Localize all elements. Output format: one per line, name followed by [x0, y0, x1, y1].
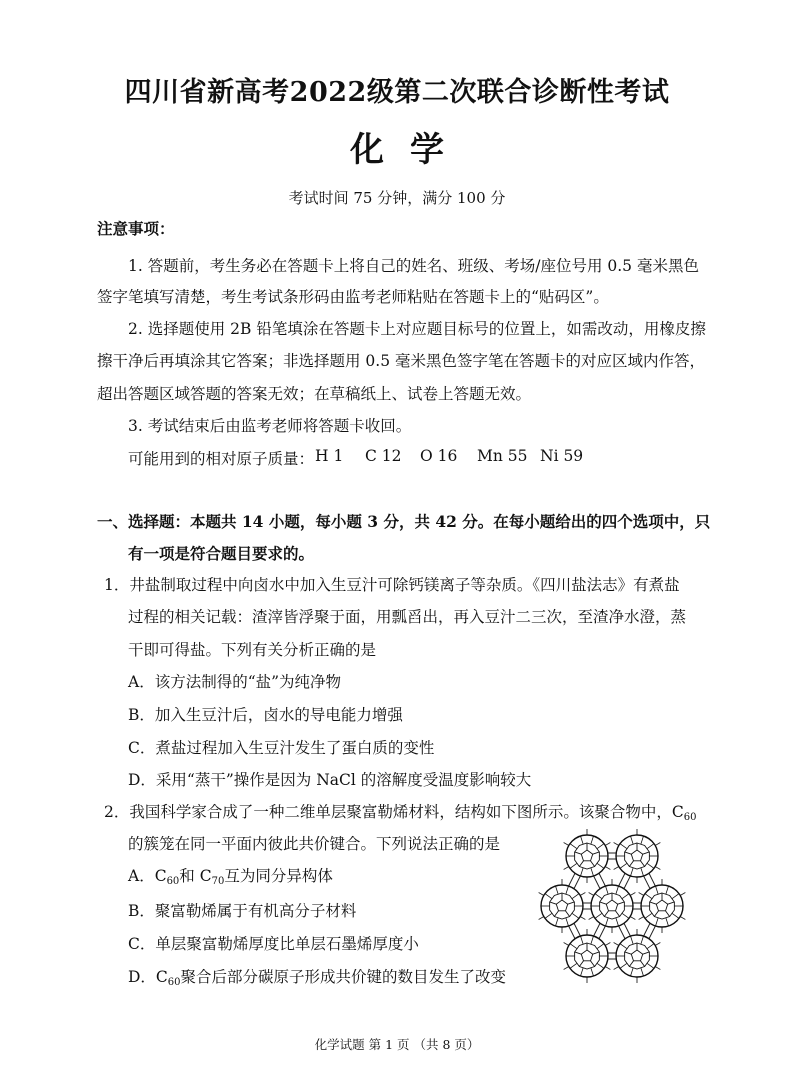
atomic-mass-c: C 12: [365, 447, 402, 465]
c60-cage: [566, 835, 608, 877]
atomic-mass-ni: Ni 59: [540, 447, 584, 465]
cage-stub-bond: [680, 893, 685, 896]
q1-option-a: A．该方法制得的“盐”为纯净物: [128, 673, 342, 691]
q1-option-c: C．煮盐过程加入生豆汁发生了蛋白质的变性: [128, 739, 435, 757]
notice-item1-line1: 1. 答题前，考生务必在答题卡上将自己的姓名、班级、考场/座位号用 0.5 毫米黑色: [128, 257, 699, 275]
cage-stub-bond: [580, 893, 585, 896]
c60-cage: [566, 935, 608, 977]
q1-option-b: B．加入生豆汁后，卤水的导电能力增强: [128, 706, 403, 724]
exam-title: 四川省新高考2022级第二次联合诊断性考试: [124, 77, 670, 108]
c60-cage: [616, 935, 658, 977]
cage-stub-bond: [614, 867, 619, 870]
cage-stub-bond: [589, 917, 594, 920]
cage-stub-bond: [605, 943, 610, 946]
cage-stub-bond: [680, 917, 685, 920]
notice-item2-line1: 2. 选择题使用 2B 铅笔填涂在答题卡上对应题目标号的位置上，如需改动，用橡皮擦: [128, 320, 706, 338]
cage-stub-bond: [589, 893, 594, 896]
notice-item3: 3. 考试结束后由监考老师将答题卡收回。: [128, 417, 412, 435]
notice-item2-line3: 超出答题区域答题的答案无效；在草稿纸上、试卷上答题无效。: [97, 385, 532, 403]
notice-heading: 注意事项：: [97, 219, 175, 238]
cage-stub-bond: [614, 843, 619, 846]
c60-cage: [541, 885, 583, 927]
atomic-mass-o: O 16: [420, 447, 458, 465]
q1-option-d: D．采用“蒸干”操作是因为 NaCl 的溶解度受温度影响较大: [128, 771, 532, 789]
cage-stub-bond: [580, 917, 585, 920]
subject-title: 化学: [350, 130, 470, 170]
cage-stub-bond: [655, 843, 660, 846]
cage-stub-bond: [614, 943, 619, 946]
q2-option-b: B．聚富勒烯属于有机高分子材料: [128, 902, 357, 920]
cage-stub-bond: [564, 967, 569, 970]
q2-stem-line1: 2．我国科学家合成了一种二维单层聚富勒烯材料，结构如下图所示。该聚合物中，$C_{60}$: [104, 803, 697, 823]
q1-stem-line1: 1．井盐制取过程中向卤水中加入生豆汁可除钙镁离子等杂质。《四川盐法志》有煮盐: [104, 576, 680, 594]
q2-option-c: C．单层聚富勒烯厚度比单层石墨烯厚度小: [128, 935, 419, 953]
atomic-mass-mn: Mn 55: [477, 447, 528, 465]
cage-stub-bond: [539, 893, 544, 896]
atomic-mass-h: H 1: [315, 447, 344, 465]
atomic-mass-label: 可能用到的相对原子质量：: [128, 450, 315, 468]
section1-line1: 一、选择题：本题共 14 小题，每小题 3 分，共 42 分。在每小题给出的四个选项中，只: [97, 512, 711, 531]
cage-stub-bond: [605, 967, 610, 970]
notice-item1-line2: 签字笔填写清楚，考生考试条形码由监考老师粘贴在答题卡上的“贴码区”。: [97, 288, 609, 306]
q1-stem-line3: 干即可得盐。下列有关分析正确的是: [128, 641, 377, 659]
cage-stub-bond: [639, 917, 644, 920]
page-footer: 化学试题 第 1 页 （共 8 页）: [314, 1037, 480, 1052]
cage-stub-bond: [605, 867, 610, 870]
q1-stem-line2: 过程的相关记载：渣滓皆浮聚于面，用瓢舀出，再入豆汁二三次，至渣净水澄，蒸: [128, 608, 687, 626]
cage-stub-bond: [630, 917, 635, 920]
c60-cage: [641, 885, 683, 927]
cage-stub-bond: [564, 867, 569, 870]
q2-option-d: D．$C_{60}$聚合后部分碳原子形成共价键的数目发生了改变: [128, 968, 507, 988]
c60-cage: [616, 835, 658, 877]
cage-stub-bond: [655, 967, 660, 970]
exam-time-info: 考试时间 75 分钟，满分 100 分: [288, 189, 506, 207]
q2-option-a: A．$C_{60}$和 $C_{70}$互为同分异构体: [128, 867, 333, 887]
cage-stub-bond: [564, 943, 569, 946]
cage-stub-bond: [564, 843, 569, 846]
cage-stub-bond: [655, 943, 660, 946]
section1-line2: 有一项是符合题目要求的。: [128, 544, 315, 563]
notice-item2-line2: 擦干净后再填涂其它答案；非选择题用 0.5 毫米黑色签字笔在答题卡的对应区域内作答，: [97, 352, 706, 370]
cage-stub-bond: [639, 893, 644, 896]
cage-stub-bond: [539, 917, 544, 920]
c60-cage: [591, 885, 633, 927]
q2-stem-line2: 的簇笼在同一平面内彼此共价键合。下列说法正确的是: [128, 835, 501, 853]
polyfullerene-structure-figure: [522, 826, 702, 994]
cage-stub-bond: [605, 843, 610, 846]
cage-stub-bond: [630, 893, 635, 896]
cage-stub-bond: [655, 867, 660, 870]
cage-stub-bond: [614, 967, 619, 970]
